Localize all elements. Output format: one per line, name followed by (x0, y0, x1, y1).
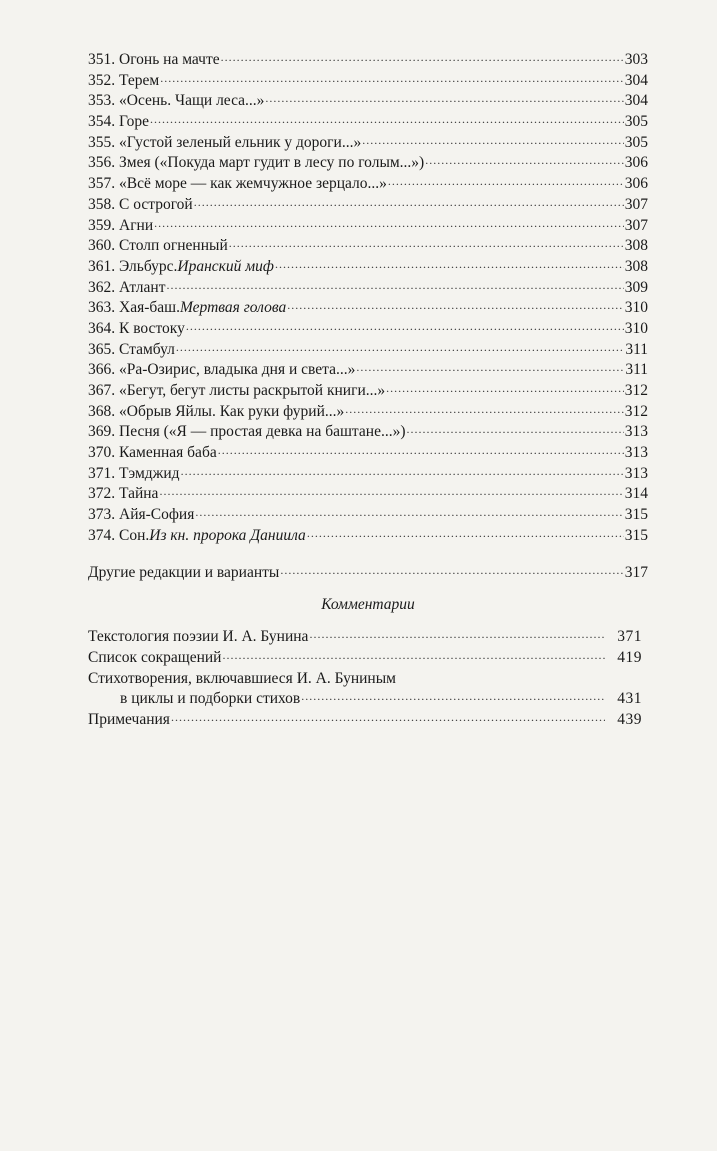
dot-leader (425, 150, 624, 171)
toc-entry-page: 306 (624, 154, 648, 172)
toc-entry-page: 315 (624, 506, 648, 524)
dot-leader (186, 316, 624, 337)
toc-entry-subtitle: Иранский миф (177, 257, 274, 275)
dot-leader (176, 337, 624, 358)
dot-leader (307, 523, 624, 544)
toc-entry-title: 356. Змея («Покуда март гудит в лесу по голым...») (88, 154, 425, 172)
toc-entry-title: Текстология поэзии И. А. Бунина (88, 628, 309, 646)
table-of-contents (88, 50, 648, 731)
toc-entry-page: 303 (624, 51, 648, 68)
dot-leader (218, 440, 624, 461)
dot-leader (229, 233, 624, 254)
dot-leader (154, 213, 624, 234)
dot-leader (280, 560, 623, 581)
toc-entry-page: 307 (624, 216, 648, 234)
toc-entry-title: 352. Терем (88, 71, 160, 89)
toc-entry-page: 310 (624, 299, 648, 317)
dot-leader (275, 254, 624, 275)
toc-entry-title: 360. Столп огненный (88, 237, 228, 255)
toc-entry-title: 353. «Осень. Чащи леса...» (88, 92, 265, 110)
toc-entry-page: 315 (624, 526, 648, 544)
dot-leader (159, 481, 623, 502)
dot-leader (362, 130, 624, 151)
toc-entry-page: 314 (624, 485, 648, 503)
toc-entry-page: 311 (625, 361, 648, 379)
toc-entry-subtitle: Мертвая голова (179, 299, 287, 317)
toc-entry-other-editions[interactable] (88, 563, 648, 584)
toc-entry-title: Примечания (88, 710, 170, 728)
toc-entry-title: 367. «Бегут, бегут листы раскрытой книги...» (88, 382, 386, 399)
dot-leader (265, 88, 623, 109)
toc-entry-title: 357. «Всё море — как жемчужное зерцало...» (88, 175, 387, 193)
toc-entry-page: 308 (624, 257, 648, 275)
toc-entry-page: 439 (617, 710, 642, 728)
dot-leader (407, 419, 624, 440)
toc-entry-page: 305 (624, 113, 648, 131)
toc-entry-title: 361. Эльбурс. (88, 257, 178, 275)
dot-leader (221, 47, 624, 68)
toc-entry-page: 309 (624, 278, 648, 296)
dot-leader (195, 502, 623, 523)
toc-entry-page: 317 (624, 563, 648, 581)
toc-entry-notes[interactable] (88, 710, 648, 731)
toc-entry-title: 370. Каменная баба (88, 444, 217, 462)
toc-entry-title: 363. Хая-баш. (88, 299, 180, 317)
dot-leader (160, 68, 624, 89)
toc-entry-title: в циклы и подборки стихов (120, 690, 301, 708)
toc-entry-page: 419 (617, 648, 642, 666)
toc-entry-title: 354. Горе (88, 113, 149, 131)
dot-leader (287, 295, 624, 316)
dot-leader (194, 192, 624, 213)
toc-entry-title: 355. «Густой зеленый ельник у дороги...» (88, 133, 362, 151)
commentary-heading: Комментарии (321, 596, 415, 614)
toc-entry-title: 364. К востоку (88, 319, 185, 337)
toc-entry-page: 311 (625, 340, 648, 358)
dot-leader (150, 109, 624, 130)
toc-entry-title: 368. «Обрыв Яйлы. Как руки фурий...» (88, 402, 345, 420)
toc-entry-title: 351. Огонь на мачте (88, 51, 220, 68)
toc-entry-page: 304 (624, 71, 648, 89)
toc-entry-title: Список сокращений (88, 648, 222, 666)
dot-leader (345, 399, 623, 420)
toc-entry-title: 369. Песня («Я — простая девка на баштане...») (88, 423, 406, 441)
toc-entry-title: Стихотворения, включавшиеся И. А. Буниным (88, 669, 396, 687)
dot-leader (222, 645, 605, 666)
dot-leader (171, 707, 605, 728)
toc-entry-page: 308 (624, 237, 648, 255)
toc-entry-page: 371 (617, 628, 642, 646)
dot-leader (309, 624, 605, 645)
toc-entry-page: 306 (624, 175, 648, 193)
toc-entry-title: 372. Тайна (88, 485, 159, 503)
toc-entry-page: 310 (624, 319, 648, 337)
toc-entry-subtitle: Из кн. пророка Даниила (149, 526, 306, 544)
dot-leader (386, 378, 624, 399)
toc-entry-page: 307 (624, 195, 648, 213)
poem-list (88, 50, 648, 547)
toc-entry-title: Другие редакции и варианты (88, 563, 280, 581)
toc-entry-title: 371. Тэмджид (88, 464, 180, 482)
toc-entry-page: 431 (617, 690, 642, 708)
dot-leader (301, 686, 605, 707)
toc-entry-title: 366. «Ра-Озирис, владыка дня и света...» (88, 361, 356, 379)
toc-entry-page: 312 (624, 402, 648, 420)
dot-leader (356, 357, 624, 378)
toc-entry-page: 313 (624, 444, 648, 462)
toc-entry-title: 359. Агни (88, 216, 154, 234)
toc-entry-page: 305 (624, 133, 648, 151)
dot-leader (181, 461, 624, 482)
toc-entry-page: 313 (624, 423, 648, 441)
toc-entry-page: 313 (624, 464, 648, 482)
toc-entry-abbreviations[interactable] (88, 648, 648, 669)
toc-entry-title: 373. Айя-София (88, 506, 195, 524)
toc-entry-title: 365. Стамбул (88, 340, 175, 358)
toc-entry[interactable] (88, 526, 648, 547)
toc-entry-title: 362. Атлант (88, 278, 166, 296)
toc-entry-title: 374. Сон. (88, 526, 150, 544)
dot-leader (167, 275, 624, 296)
dot-leader (388, 171, 624, 192)
toc-entry-page: 304 (624, 92, 648, 110)
toc-entry-page: 312 (624, 382, 648, 399)
toc-entry-title: 358. С острогой (88, 195, 193, 213)
